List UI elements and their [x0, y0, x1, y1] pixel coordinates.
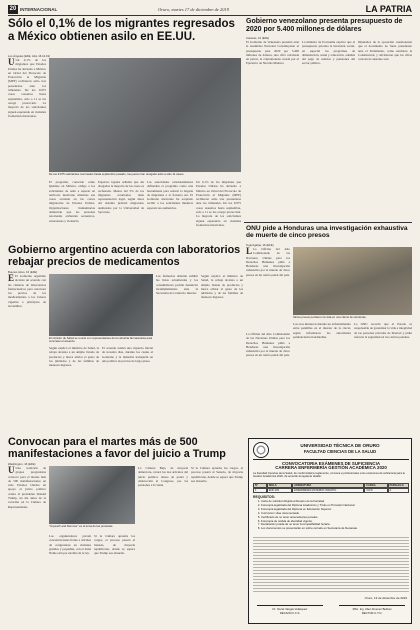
story-migrants-col1: U Un 0,1% de los migrantes que Estados Unidos ha devuelto a México en virtud del Protocolo de Protección al Migrante (MPP) recibieron asilo tras presentarse ante los tribunales. De los 9.975 casos resueltos hasta septiembre, sólo a 11 se les otorgó protección. La mayoría de los solicitantes siguen esperando en ciudades fronterizas mexicanas. — [8, 58, 46, 118]
photo-honduras — [293, 247, 412, 315]
story-venezuela-col3: Diputados de la oposición cuestionaron que el documento no fuera presentado ante el Parlamento, como establece la Constitución, y advirtieron que las cifras carecen de sustento real. — [358, 40, 412, 62]
story-argentina-col5: Según explicó el ministro de Salud, la rebaja alcanza a un amplio listado de productos y busca aliviar el gasto de los jubilados y de las familias de menores ingresos. — [201, 274, 243, 300]
ad-requirement: 3. Fotocopia legalizada del Diploma en Educación Superior. — [261, 508, 411, 512]
page-header — [8, 5, 412, 15]
ad-requirement: 8. Los documentos se presentarán en sobre cerrado en Secretaría de Decanato. — [261, 527, 411, 531]
ad-filler-text — [253, 535, 409, 593]
story-argentina-col4: Las farmacias deberán exhibir las listas actualizadas y los consumidores podrán denunciar incumplimientos ante la Secretaría de Comercio Interior. — [156, 274, 198, 296]
dropcap: U — [8, 58, 15, 67]
ad-requirement: 4. Currículum vitae documentado. — [261, 512, 411, 516]
ad-requirement: 7. Declaración jurada de no tener incompatibilidad horaria. — [261, 523, 411, 527]
byline-venezuela: Caracas, 16 (EFE) — [246, 36, 270, 40]
byline-trump: Washington, 16 (EFE) — [8, 462, 36, 466]
caption-trump: "Impeach and Remove" es el lema de las protestas. — [49, 525, 114, 528]
ad-cell: SIGLA — [267, 483, 292, 488]
ad-faculty-name: FACULTAD CIENCIAS DE LA SALUD — [303, 449, 377, 454]
ad-title-1: CONVOCATORIA EXÁMENES DE SUFICIENCIA — [253, 459, 409, 466]
headline-migrants: Sólo el 0,1% de los migrantes regresados a México obtienen asilo en EE.UU. — [8, 18, 235, 43]
headline-trump: Convocan para el martes más de 500 manifestaciones a favor del juicio a Trump — [8, 436, 226, 460]
caption-honduras: Varios presos perdieron la vida en una cárcel de Honduras. — [293, 316, 367, 319]
photo-migrants — [49, 58, 241, 172]
story-trump-col3: La Cámara Baja, de mayoría demócrata, votará los dos artículos del juicio político: abuso de poder y obstrucción al Congreso, por las presiones a Ucrania. — [138, 466, 188, 488]
photo-argentina — [49, 274, 153, 336]
story-honduras-col1b: La Oficina del Alto Comisionado de las Naciones Unidas para los Derechos Humanos pidió a Honduras una investigación exhaustiva por la muerte de cinco presos en un centro penal del país. — [246, 332, 290, 358]
story-migrants-col3: Expertos legales señalan que sin abogados la mayoría de los casos es rechazada. Menos del 5% de los migrantes retornados tiene representación legal, según datos del sistema judicial migratorio analizados por la Universidad de Syracuse. — [98, 180, 144, 215]
header-rule — [8, 15, 412, 16]
headline-venezuela: Gobierno venezolano presenta presupuesto de 2020 por 5.400 millones de dólares — [246, 18, 403, 33]
ad-signature-left: Dr. Oscar Vargas Velásquez DECANO F.C.S. — [257, 605, 323, 615]
ad-signature-right: MSc. Ing. Abel Jimenez Beltran RECTOR U.T.O. — [339, 605, 405, 615]
section-label: INTERNACIONAL — [20, 7, 58, 12]
dropcap: U — [8, 466, 15, 475]
story-honduras-col3: La ONU recordó que el Estado es responsable de garantizar la vida e integridad de las personas privadas de libertad y pidió reforzar la seguridad en los centros penales. — [354, 322, 412, 339]
ad-table — [253, 483, 409, 493]
ad-requirements-title: REQUISITOS: — [253, 495, 275, 499]
headline-honduras: ONU pide a Honduras una investigación exhaustiva de muerte de cinco presos — [246, 225, 408, 240]
divider — [244, 222, 412, 223]
byline-argentina: Buenos Aires, 16 (EFE) — [8, 270, 38, 274]
photo-trump — [49, 466, 135, 524]
ad-requirement: 6. Fotocopia de cédula de identidad vigente. — [261, 520, 411, 524]
headline-argentina: Gobierno argentino acuerda con laboratorios rebajar precios de medicamentos — [8, 244, 241, 268]
page-number-badge: 20 — [9, 6, 17, 12]
ad-cell: ENF 403 — [267, 488, 292, 493]
ad-requirement: 2. Fotocopia legalizada del Diploma Académico y Título en Provisión Nacional. — [261, 504, 411, 508]
story-trump-col1: U Una coalición de grupos progresistas convocó para el martes más de 500 manifestaciones en todo Estados Unidos en apoyo al juicio político contra el presidente Donald Trump, un día antes de la votación en la Cámara de Representantes. — [8, 466, 46, 509]
story-trump-col4: Si la Cámara aprueba los cargos, el proceso pasará al Senado, de mayoría republicana, donde se espera que Trump sea absuelto. — [191, 466, 243, 483]
byline-migrants: Los Ángeles (EFE, AGL 16.12.19) — [8, 54, 51, 58]
caption-argentina: El ministro de Salud se reunió con representantes de la industria farmacéutica para concretar el acuerdo. — [49, 337, 153, 344]
ad-cell: PARALELO — [388, 483, 409, 488]
university-ad — [248, 438, 412, 624]
ad-cell: ASIGNATURA — [292, 483, 364, 488]
caption-migrants: De los 9.975 solicitantes retornados hasta septiembre pasado, los jueces han otorgado asilo a sólo 11 casos. — [49, 173, 185, 176]
story-honduras-col1: L La Oficina del Alto Comisionado de las Naciones Unidas para los Derechos Humanos pidió a Honduras una investigación exhaustiva por la muerte de cinco presos en un centro penal del país. — [246, 247, 290, 277]
ad-requirement: 1. Carta de solicitud dirigida al Decano de la Facultad. — [261, 500, 411, 504]
ad-title-2: CARRERA ENFERMERÍA GESTIÓN ACADÉMICA 2020 — [275, 465, 387, 470]
newspaper-name: LA PATRIA — [365, 4, 412, 14]
ad-cell: 1 — [253, 488, 267, 493]
story-argentina-col3: El acuerdo tendrá una vigencia inicial de noventa días, durante los cuales el Gobierno y la industria trabajarán en una política de precios de largo plazo. — [102, 346, 153, 363]
story-migrants-col5: Un 0,1% de los migrantes que Estados Unidos ha devuelto a México en virtud del Protocolo de Protección al Migrante (MPP) recibieron asilo tras presentarse ante los tribunales. De los 9.975 casos resueltos hasta septiembre, sólo a 11 se les otorgó protección. La mayoría de los solicitantes siguen esperando en ciudades fronterizas mexicanas. — [196, 180, 241, 227]
university-logo — [253, 442, 269, 458]
story-venezuela-col2: La ministra de Economía explicó que el presupuesto prioriza la inversión social, en especial los programas de alimentación, salud y educación, además del pago de salarios y pensiones del sector público. — [302, 40, 355, 66]
ad-university-name: UNIVERSIDAD TÉCNICA DE ORURO — [300, 443, 380, 448]
ad-cell: A — [388, 488, 409, 493]
ad-cell: CARGA — [364, 483, 387, 488]
story-trump-col2: Los organizadores prevén concentraciones frente a oficinas de congresistas en ciudades grandes y pequeñas, con el lema Nadie está por encima de la ley. — [49, 534, 91, 556]
ad-requirements-list — [253, 500, 411, 531]
story-venezuela-col1: El Gobierno de Venezuela presentó ante la Asamblea Nacional Constituyente el presupuesto para 2020 por 5.400 millones de dólares, una cifra calculada en petros, la criptomoneda creada por el Ejecutivo de Nicolás Maduro. — [246, 40, 299, 66]
ad-cell: 4 H/S — [364, 488, 387, 493]
ad-intro: La Facultad Ciencias de la Salud, de conformidad a reglamento, convoca a profesionales a los exámenes de suficiencia para la Gestión Académica 2020, de acuerdo al siguiente detalle: — [253, 472, 405, 479]
dropcap: E — [8, 274, 15, 283]
story-argentina-col1: E El Gobierno argentino alcanzó un acuerdo con las cámaras de laboratorios farmacéuticos para retrotraer los precios de los medicamentos a los valores vigentes a principios de noviembre. — [8, 274, 46, 309]
ad-cell: Nº — [253, 483, 267, 488]
ad-cell: ENFERMERÍA MATERNO INFANTIL — [292, 488, 364, 493]
story-argentina-col2: Según explicó el ministro de Salud, la rebaja alcanza a un amplio listado de productos y busca aliviar el gasto de los jubilados y de las familias de menores ingresos. — [49, 346, 99, 368]
ad-table-row — [253, 488, 409, 493]
ad-date: Oruro, 13 de diciembre de 2019 — [364, 596, 407, 600]
byline-honduras: Tegucigalpa, 16 (EFE) — [246, 243, 274, 247]
story-honduras-col2: Los reos murieron durante un enfrentamiento entre pandillas en el interior de la cárcel, según informaron las autoridades penitenciarias hondureñas. — [293, 322, 351, 339]
story-migrants-col4: Las autoridades estadounidenses defienden el programa como una herramienta para reducir la llegada de migrantes a la frontera sur. El Gobierno mexicano ha aceptado recibir a los solicitantes mientras esperan sus audiencias. — [147, 180, 193, 210]
date-line: Oruro, martes 17 de diciembre de 2019 — [158, 7, 230, 12]
story-migrants-col2: El programa, conocido como Quédate en México, obliga a los solicitantes de asilo a esperar en territorio mexicano mientras sus casos avanzan en las cortes migratorias de Estados Unidos. Organizaciones humanitarias denuncian que las personas retornadas enfrentan secuestros, extorsiones y violencia. — [49, 180, 95, 223]
story-trump-col2b: Si la Cámara aprueba los cargos, el proceso pasará al Senado, de mayoría republicana, donde se espera que Trump sea absuelto. — [94, 534, 135, 556]
dropcap: L — [246, 247, 253, 256]
ad-requirement: 5. Certificado de no tener antecedentes penales. — [261, 516, 411, 520]
